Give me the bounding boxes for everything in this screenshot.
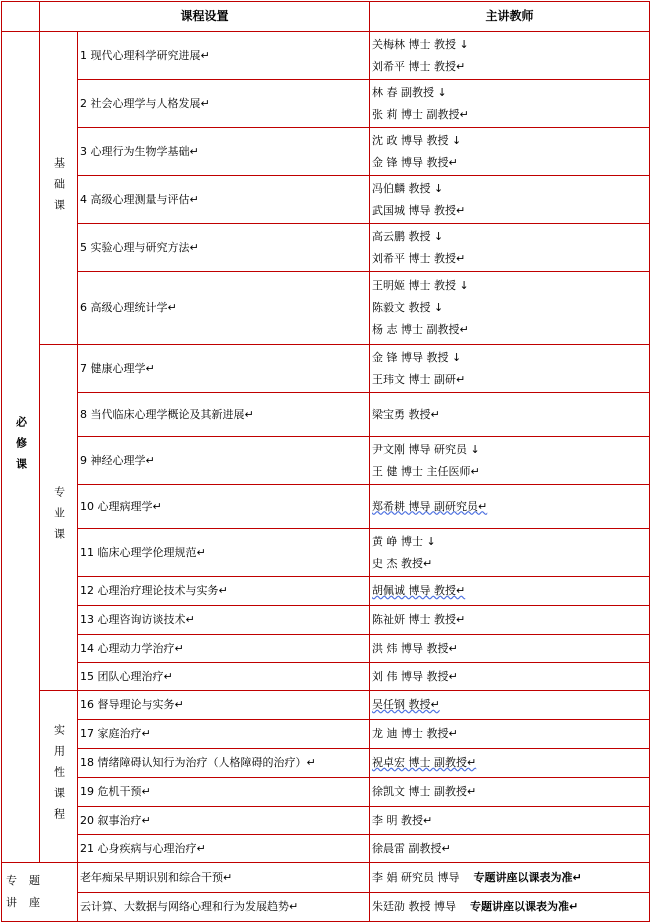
course-name: 12 心理治疗理论技术与实务↵ bbox=[77, 576, 370, 606]
course-name: 16 督导理论与实务↵ bbox=[77, 690, 370, 720]
teacher-cell: 梁宝勇 教授↵ bbox=[369, 392, 650, 437]
course-name: 7 健康心理学↵ bbox=[77, 344, 370, 393]
course-name: 20 叙事治疗↵ bbox=[77, 806, 370, 835]
header-teacher: 主讲教师 bbox=[369, 1, 650, 32]
teacher-cell: 黄 峥 博士 ↓ 史 杰 教授↵ bbox=[369, 528, 650, 577]
lecture-topic: 老年痴呆早期识别和综合干预↵ bbox=[77, 862, 370, 893]
lecture-topic: 云计算、大数据与网络心理和行为发展趋势↵ bbox=[77, 892, 370, 922]
teacher-cell: 林 春 副教授 ↓ 张 莉 博士 副教授↵ bbox=[369, 79, 650, 128]
course-name: 14 心理动力学治疗↵ bbox=[77, 634, 370, 663]
teacher-cell: 尹文刚 博导 研究员 ↓ 王 健 博士 主任医师↵ bbox=[369, 436, 650, 485]
teacher-cell: 金 锋 博导 教授 ↓ 王玮文 博士 副研↵ bbox=[369, 344, 650, 393]
lecture-label: 专题讲座 bbox=[1, 862, 78, 922]
teacher-cell: 吴任钢 教授↵ bbox=[369, 690, 650, 720]
lecture-teacher-cell: 李 娟 研究员 博导 专题讲座以课表为准↵ bbox=[369, 862, 650, 893]
group-label-practical: 实用性课程 bbox=[39, 690, 78, 863]
course-name: 17 家庭治疗↵ bbox=[77, 719, 370, 749]
teacher-cell: 龙 迪 博士 教授↵ bbox=[369, 719, 650, 749]
course-name: 2 社会心理学与人格发展↵ bbox=[77, 79, 370, 128]
course-name: 5 实验心理与研究方法↵ bbox=[77, 223, 370, 272]
header-blank-cell bbox=[1, 1, 40, 32]
group-label-basic: 基础课 bbox=[39, 31, 78, 345]
teacher-cell: 徐凯文 博士 副教授↵ bbox=[369, 777, 650, 807]
course-name: 1 现代心理科学研究进展↵ bbox=[77, 31, 370, 80]
course-name: 4 高级心理测量与评估↵ bbox=[77, 175, 370, 224]
group-label-major: 专业课 bbox=[39, 344, 78, 691]
course-name: 18 情绪障碍认知行为治疗（人格障碍的治疗）↵ bbox=[77, 748, 370, 778]
teacher-cell: 高云鹏 教授 ↓ 刘希平 博士 教授↵ bbox=[369, 223, 650, 272]
course-name: 9 神经心理学↵ bbox=[77, 436, 370, 485]
teacher-cell: 刘 伟 博导 教授↵ bbox=[369, 662, 650, 691]
header-course: 课程设置 bbox=[39, 1, 370, 32]
course-name: 3 心理行为生物学基础↵ bbox=[77, 127, 370, 176]
teacher-cell: 王明姬 博士 教授 ↓ 陈毅文 教授 ↓ 杨 志 博士 副教授↵ bbox=[369, 271, 650, 345]
teacher-cell: 冯伯麟 教授 ↓ 武国城 博导 教授↵ bbox=[369, 175, 650, 224]
course-name: 11 临床心理学伦理规范↵ bbox=[77, 528, 370, 577]
teacher-cell: 李 明 教授↵ bbox=[369, 806, 650, 835]
teacher-cell: 祝卓宏 博士 副教授↵ bbox=[369, 748, 650, 778]
course-name: 10 心理病理学↵ bbox=[77, 484, 370, 529]
lecture-teacher-cell: 朱廷劭 教授 博导 专题讲座以课表为准↵ bbox=[369, 892, 650, 922]
teacher-cell: 陈祉妍 博士 教授↵ bbox=[369, 605, 650, 635]
teacher-cell: 关梅林 博士 教授 ↓ 刘希平 博士 教授↵ bbox=[369, 31, 650, 80]
teacher-cell: 洪 炜 博导 教授↵ bbox=[369, 634, 650, 663]
teacher-cell: 沈 政 博导 教授 ↓ 金 锋 博导 教授↵ bbox=[369, 127, 650, 176]
course-name: 15 团队心理治疗↵ bbox=[77, 662, 370, 691]
course-name: 8 当代临床心理学概论及其新进展↵ bbox=[77, 392, 370, 437]
course-name: 13 心理咨询访谈技术↵ bbox=[77, 605, 370, 635]
teacher-cell: 徐晨雷 副教授↵ bbox=[369, 834, 650, 863]
course-name: 19 危机干预↵ bbox=[77, 777, 370, 807]
required-label: 必修课 bbox=[1, 31, 40, 863]
course-name: 6 高级心理统计学↵ bbox=[77, 271, 370, 345]
course-name: 21 心身疾病与心理治疗↵ bbox=[77, 834, 370, 863]
teacher-cell: 胡佩诚 博导 教授↵ bbox=[369, 576, 650, 606]
teacher-cell: 郑希耕 博导 副研究员↵ bbox=[369, 484, 650, 529]
